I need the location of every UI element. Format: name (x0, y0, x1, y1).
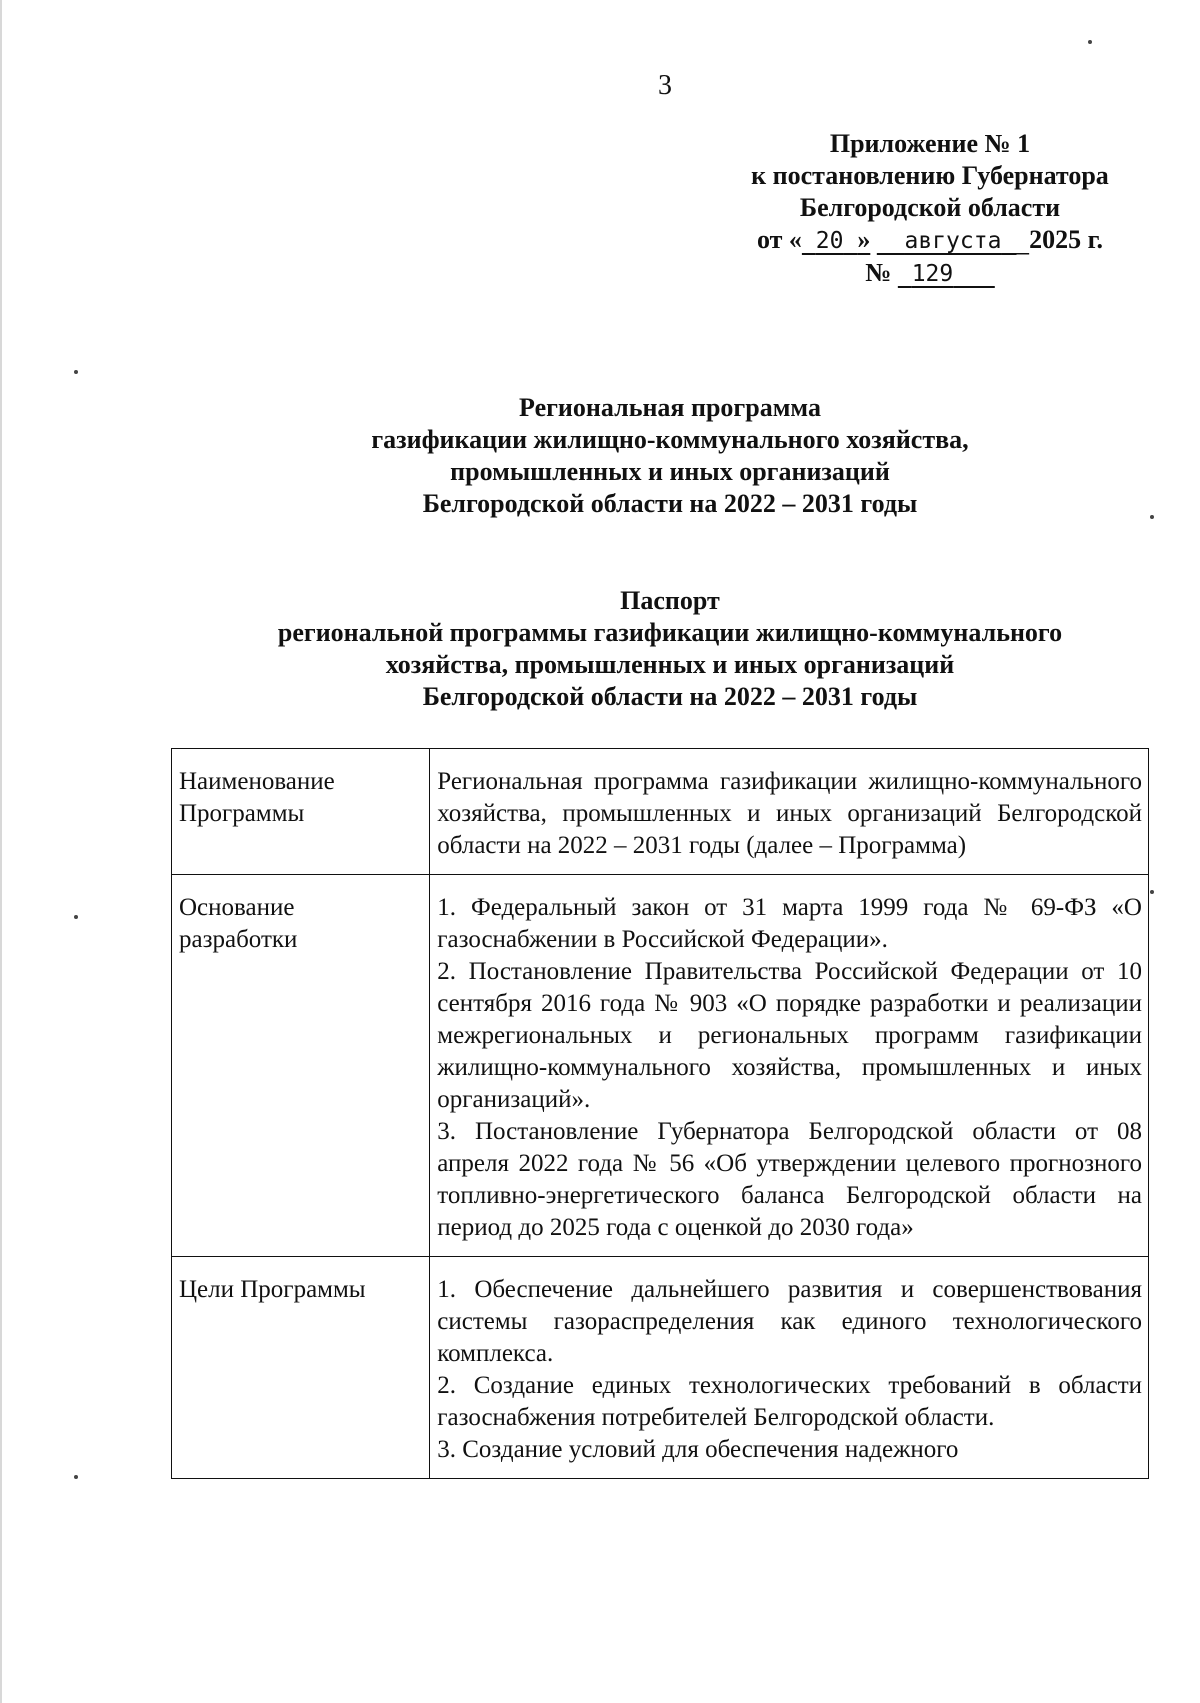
passport-table (171, 748, 1149, 1479)
passport-title-line: региональной программы газификации жилищно-коммунального (277, 618, 1063, 647)
scan-speck (1088, 40, 1092, 44)
program-title-line: Белгородской области на 2022 – 2031 годы (422, 489, 918, 518)
passport-title (150, 585, 1190, 713)
appendix-line-3: Белгородской области (799, 193, 1061, 222)
scan-speck (1150, 515, 1154, 519)
appendix-line-2: к постановлению Губернатора (751, 161, 1109, 190)
paragraph: 2. Создание единых технологических требований в области газоснабжения потребителей Белгородской области. (437, 1372, 1142, 1431)
document-number: 129 (911, 261, 954, 287)
appendix-date (690, 224, 1170, 257)
row-value (430, 1257, 1149, 1479)
scan-speck (74, 1475, 78, 1479)
paragraph: 3. Постановление Губернатора Белгородской области от 08 апреля 2022 года № 56 «Об утверждении целевого прогнозного топливно-энергетического баланса Белгородской области на период до 2025 года с оценкой до 2030 года» (437, 1118, 1142, 1241)
passport-title-line: Паспорт (620, 586, 720, 615)
date-prefix: от « (756, 225, 802, 254)
row-label: Наименование Программы (172, 749, 430, 875)
row-value (430, 749, 1149, 875)
page-number: 3 (658, 70, 672, 101)
date-day-close: » (857, 225, 871, 254)
program-title-line: Региональная программа (519, 393, 821, 422)
program-title-line: промышленных и иных организаций (450, 457, 890, 486)
paragraph: 2. Постановление Правительства Российской Федерации от 10 сентября 2016 года № 903 «О порядке разработки и реализации межрегиональных и региональных программ газификации жилищно-коммунального хозяйства, промышленных и иных организаций». (437, 958, 1142, 1113)
row-value (430, 875, 1149, 1257)
program-title-line: газификации жилищно-коммунального хозяйства, (371, 425, 969, 454)
scan-edge (0, 0, 2, 1703)
scan-speck (1150, 890, 1154, 894)
row-label: Основание разработки (172, 875, 430, 1257)
appendix-line-1: Приложение № 1 (829, 129, 1031, 158)
paragraph: Региональная программа газификации жилищно-коммунального хозяйства, промышленных и иных организаций Белгородской области на 2022 – 2031 годы (далее – Программа) (437, 768, 1142, 859)
appendix-number (690, 257, 1170, 290)
program-title (150, 392, 1190, 520)
number-prefix: № (865, 258, 892, 287)
appendix-header (690, 128, 1170, 290)
paragraph: 1. Обеспечение дальнейшего развития и совершенствования системы газораспределения как единого технологического комплекса. (437, 1276, 1142, 1367)
paragraph: 3. Создание условий для обеспечения надежного (437, 1436, 959, 1463)
row-label: Цели Программы (172, 1257, 430, 1479)
table-row (172, 875, 1149, 1257)
table-row (172, 1257, 1149, 1479)
date-year: 2025 г. (1029, 225, 1104, 254)
date-day: 20 (815, 228, 844, 254)
passport-title-line: хозяйства, промышленных и иных организаций (385, 650, 955, 679)
passport-title-line: Белгородской области на 2022 – 2031 годы (422, 682, 918, 711)
scan-speck (74, 370, 78, 374)
scan-speck (74, 915, 78, 919)
date-month: августа (904, 228, 1002, 254)
paragraph: 1. Федеральный закон от 31 марта 1999 года № 69-ФЗ «О газоснабжении в Российской Федерации». (437, 894, 1142, 953)
table-row (172, 749, 1149, 875)
